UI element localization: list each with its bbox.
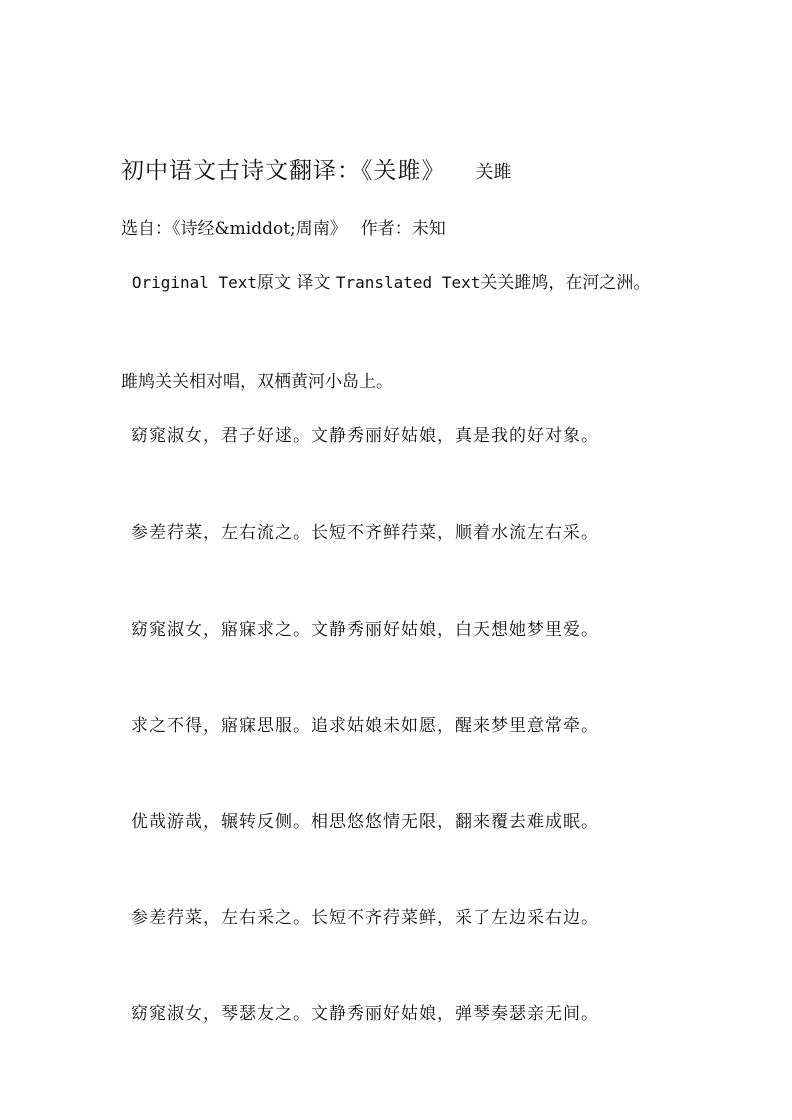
verse-line: 窈窕淑女，君子好逑。文静秀丽好姑娘，真是我的好对象。 <box>131 426 599 446</box>
page-subtitle: 关雎 <box>475 162 512 183</box>
verse-line: 参差荇菜，左右流之。长短不齐鲜荇菜，顺着水流左右采。 <box>131 523 599 543</box>
title-line <box>121 152 512 185</box>
verse-line: 窈窕淑女，琴瑟友之。文静秀丽好姑娘，弹琴奏瑟亲无间。 <box>131 1004 599 1024</box>
verse-line: 求之不得，寤寐思服。追求姑娘未如愿，醒来梦里意常牵。 <box>131 716 599 736</box>
original-cn-label: 原文 <box>257 273 292 293</box>
verse-line: 优哉游哉，辗转反侧。相思悠悠情无限，翻来覆去难成眠。 <box>131 812 599 832</box>
intro-paragraph <box>121 266 681 300</box>
first-line-part2: 在河之洲。 <box>565 273 651 293</box>
verse-line: 参差荇菜，左右采之。长短不齐荇菜鲜，采了左边采右边。 <box>131 908 599 928</box>
first-line-part1: 关关雎鸠， <box>480 273 566 293</box>
translated-cn-label: 译文 <box>296 273 331 293</box>
original-text-label: Original Text <box>131 273 258 292</box>
page-title: 初中语文古诗文翻译：《关雎》 <box>121 158 446 184</box>
author-text: 作者：未知 <box>360 219 446 239</box>
source-line <box>121 214 446 239</box>
source-text: 选自：《诗经&middot;周南》 <box>121 219 347 239</box>
verse-line: 窈窕淑女，寤寐求之。文静秀丽好姑娘，白天想她梦里爱。 <box>131 620 599 640</box>
first-line-translation: 雎鸠关关相对唱，双栖黄河小岛上。 <box>121 372 393 392</box>
translated-text-label: Translated Text <box>335 273 481 292</box>
